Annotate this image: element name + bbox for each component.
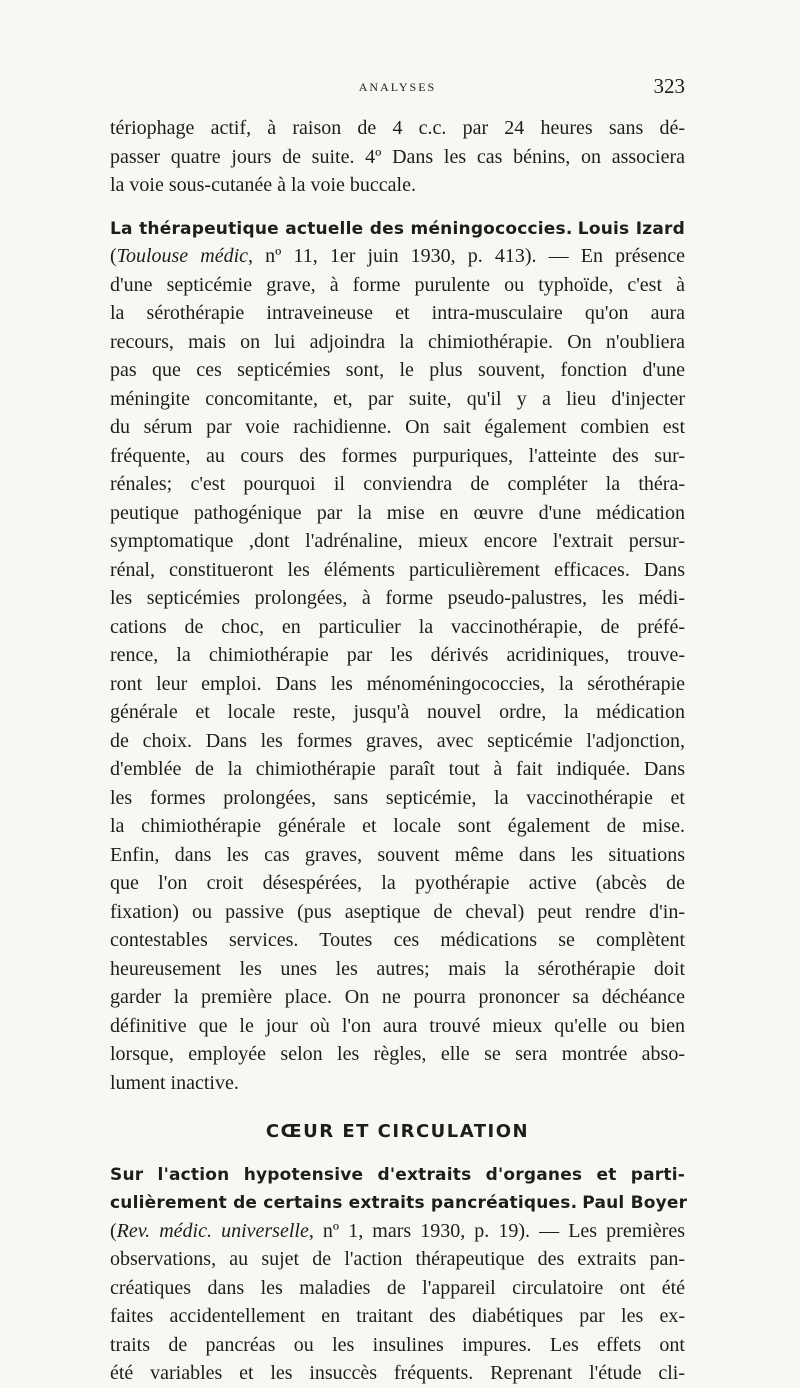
- text-line: que l'on croit désespérées, la pyothérapie active (abcès de: [110, 872, 685, 894]
- section-title: CŒUR ET CIRCULATION: [265, 1121, 530, 1142]
- text-line: d'une septicémie grave, à forme purulente ou typhoïde, c'est à: [110, 273, 685, 296]
- text-line: rénales; c'est pourquoi il conviendra de compléter la théra-: [110, 473, 685, 495]
- text-line: garder la première place. On ne pourra prononcer sa déchéance: [110, 986, 685, 1008]
- text-line: Enfin, dans les cas graves, souvent même dans les situations: [110, 843, 685, 866]
- article-reference-line: (Rev. médic. universelle, nº 1, mars 1930, p. 19). — Les premières: [110, 1219, 686, 1242]
- text-line: fréquente, au cours des formes purpuriques, l'atteinte des sur-: [110, 444, 685, 467]
- section-heading-line: [110, 1117, 685, 1146]
- article-title-part1: Sur l'action hypotensive d'extraits d'organes et parti-: [110, 1164, 685, 1185]
- journal-name: Rev. médic. universelle: [116, 1219, 309, 1242]
- text-line: la sérothérapie intraveineuse et intra-musculaire qu'on aura: [110, 302, 685, 324]
- article-meningococcies: [110, 214, 685, 1098]
- text-line: créatiques dans les maladies de l'appareil circulatoire ont été: [110, 1276, 685, 1299]
- text-line: contestables services. Toutes ces médications se complètent: [110, 929, 685, 951]
- article-heading-line: [110, 214, 685, 243]
- article-hypotensive: [110, 1160, 688, 1388]
- text-line: tériophage actif, à raison de 4 c.c. par 24 heures sans dé-: [110, 117, 685, 139]
- text-line: la voie sous-cutanée à la voie buccale.: [110, 174, 416, 196]
- text-line: lorsque, employée selon les règles, elle se sera montrée abso-: [110, 1043, 685, 1065]
- text-line: cations de choc, en particulier la vaccinothérapie, de préfé-: [110, 615, 685, 638]
- text-line: la chimiothérapie générale et locale sont également de mise.: [110, 815, 685, 837]
- article-body: [110, 1245, 685, 1388]
- article-heading-line: [110, 1160, 685, 1189]
- spacer: [110, 200, 685, 214]
- text-line: méningite concomitante, et, par suite, qu'il y a lieu d'injecter: [110, 387, 685, 410]
- article-title: La thérapeutique actuelle des méningococcies.: [110, 218, 573, 239]
- running-title: ANALYSES: [358, 80, 437, 94]
- article-author: Louis Izard: [577, 218, 685, 239]
- text-line: peutique pathogénique par la mise en œuvre d'une médication: [110, 501, 685, 524]
- journal-name: Toulouse médic: [116, 245, 249, 267]
- reference-details: , nº 1, mars 1930, p. 19). — Les premières: [308, 1219, 686, 1242]
- text-line: d'emblée de la chimiothérapie paraît tout à fait indiquée. Dans: [110, 758, 685, 780]
- text-line: définitive que le jour où l'on aura trouvé mieux qu'elle ou bien: [110, 1014, 685, 1037]
- text-line: recours, mais on lui adjoindra la chimiothérapie. On n'oubliera: [110, 330, 685, 353]
- reference-details: , nº 11, 1er juin 1930, p. 413). — En présence: [248, 245, 686, 267]
- running-head: [110, 74, 685, 100]
- spacer: [110, 1146, 685, 1160]
- text-line: les septicémies prolongées, à forme pseudo-palustres, les médi-: [110, 587, 685, 609]
- text-line: rénal, constitueront les éléments particulièrement efficaces. Dans: [110, 558, 685, 581]
- text-line: les formes prolongées, sans septicémie, la vaccinothérapie et: [110, 786, 685, 809]
- spacer: [110, 1097, 685, 1117]
- text-line: ront leur emploi. Dans les ménoméningococcies, la sérothérapie: [110, 672, 685, 695]
- article-body: [110, 271, 685, 1098]
- text-line: heureusement les unes les autres; mais la sérothérapie doit: [110, 957, 685, 980]
- text-line: observations, au sujet de l'action thérapeutique des extraits pan-: [110, 1248, 685, 1270]
- body-text: [110, 114, 688, 1388]
- text-line: pas que ces septicémies sont, le plus souvent, fonction d'une: [110, 359, 685, 381]
- text-line: du sérum par voie rachidienne. On sait également combien est: [110, 416, 685, 438]
- text-line: symptomatique ,dont l'adrénaline, mieux encore l'extrait persur-: [110, 530, 685, 552]
- text-line: de choix. Dans les formes graves, avec septicémie l'adjonction,: [110, 729, 685, 752]
- text-line: faites accidentellement en traitant des diabétiques par les ex-: [110, 1305, 685, 1327]
- article-author: Paul Boyer: [582, 1193, 688, 1213]
- text-line: lument inactive.: [110, 1071, 239, 1094]
- text-line: rence, la chimiothérapie par les dérivés acridiniques, trouve-: [110, 644, 685, 666]
- page-number: 323: [653, 74, 685, 98]
- text-line: traits de pancréas ou les insulines impures. Les effets ont: [110, 1333, 685, 1356]
- text-line: été variables et les insuccès fréquents. Reprenant l'étude cli-: [110, 1362, 685, 1384]
- text-line: générale et locale reste, jusqu'à nouvel ordre, la médication: [110, 701, 685, 723]
- text-line: passer quatre jours de suite. 4º Dans les cas bénins, on associera: [110, 145, 685, 168]
- article-title-part2: culièrement de certains extraits pancréatiques.: [110, 1193, 578, 1213]
- text-line: fixation) ou passive (pus aseptique de cheval) peut rendre d'in-: [110, 900, 685, 923]
- article-reference-line: (Toulouse médic, nº 11, 1er juin 1930, p. 413). — En présence: [110, 245, 686, 267]
- paragraph-continued: [110, 114, 685, 200]
- article-heading-line: [110, 1188, 688, 1217]
